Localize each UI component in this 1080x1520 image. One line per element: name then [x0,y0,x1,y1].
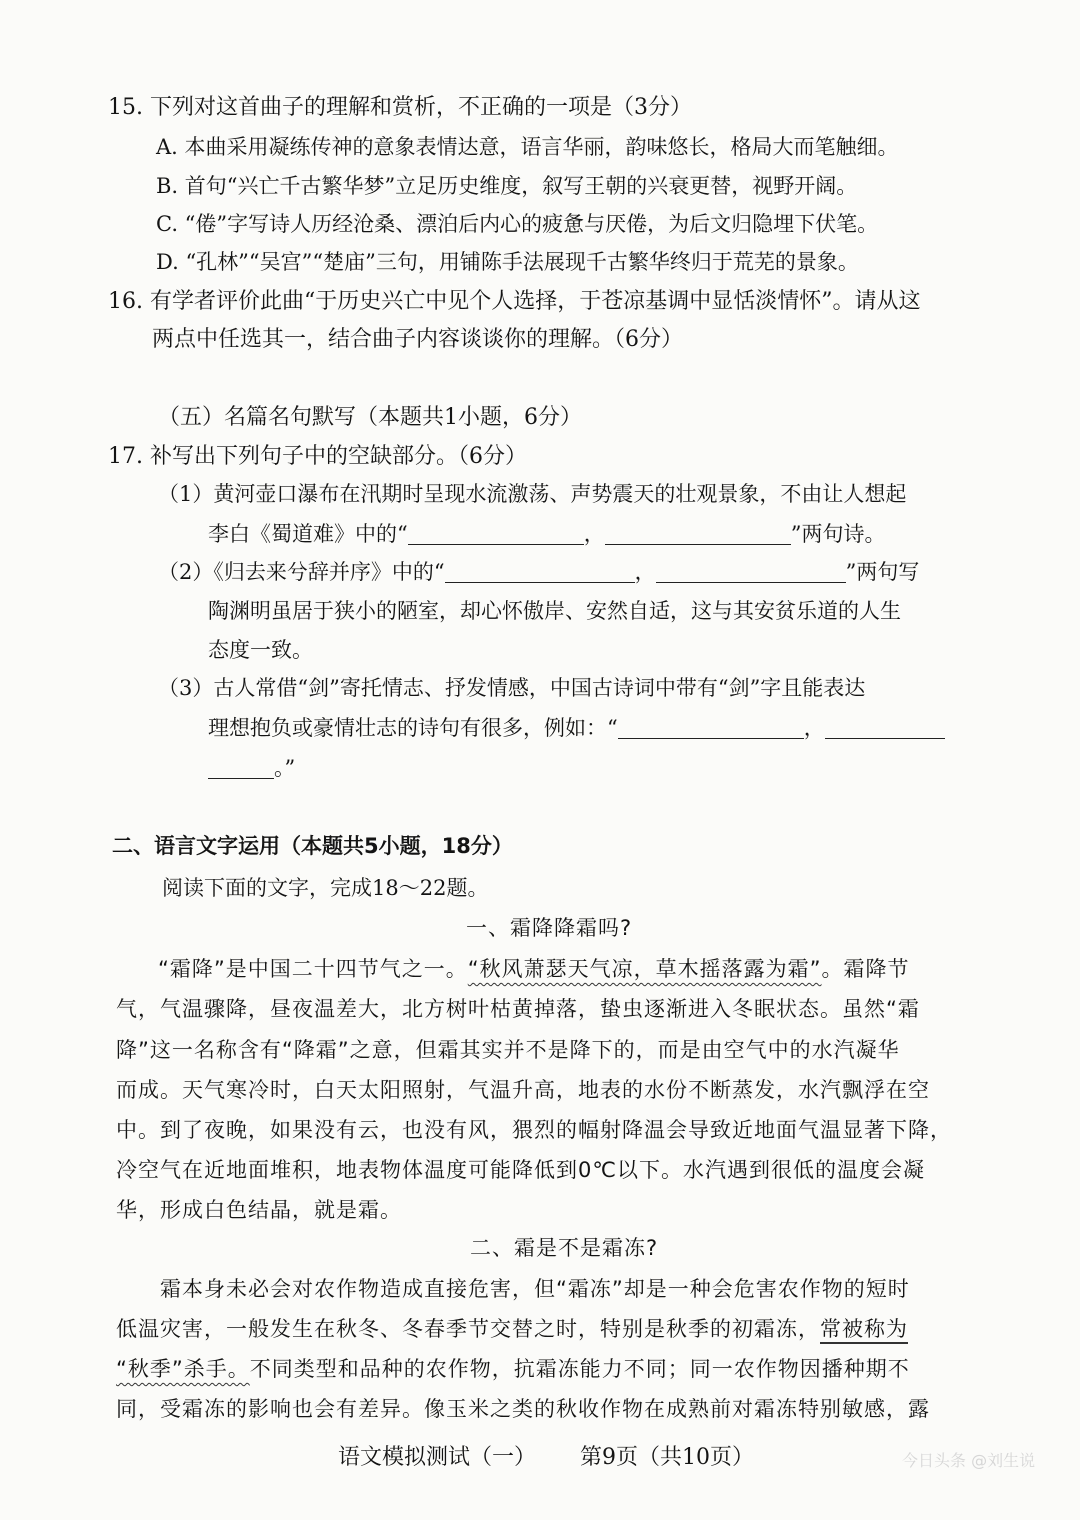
blank-6[interactable] [825,716,945,739]
p2-underlined-2: “秋季”杀手。 [116,1357,250,1381]
blank-3[interactable] [445,560,635,583]
p2-line2-a: 低温灾害，一般发生在秋冬、冬春季节交替之时，特别是秋季的初霜冻， [116,1317,820,1341]
p1-line4: 而成。天气寒冷时，白天太阳照射，气温升高，地表的水份不断蒸发，水汽飘浮在空 [116,1078,930,1102]
p2-line1: 霜本身未必会对农作物造成直接危害，但“霜冻”却是一种会危害农作物的短时 [160,1277,910,1301]
q17-stem: 17. 补写出下列句子中的空缺部分。（6分） [108,444,527,469]
p1-line2: 气，气温骤降，昼夜温差大，北方树叶枯黄掉落，蛰虫逐渐进入冬眠状态。虽然“霜 [116,997,920,1021]
p2-line2 [116,1313,908,1343]
q15-stem: 15. 下列对这首曲子的理解和赏析，不正确的一项是（3分） [108,95,692,120]
p1-quote-underlined: “秋风萧瑟天气凉，草木摇落露为霜” [467,957,822,981]
p2-line4: 同，受霜冻的影响也会有差异。像玉米之类的秋收作物在成熟前对霜冻特别敏感，露 [116,1397,930,1421]
q17-item1-line2 [208,518,886,548]
q17-item3-line3 [208,752,295,782]
q16-line1: 16. 有学者评价此曲“于历史兴亡中见个人选择，于苍凉基调中显恬淡情怀”。请从这 [108,289,921,314]
blank-6-continued[interactable] [208,756,274,779]
q17-item3-line1: （3）古人常借“剑”寄托情志、抒发情感，中国古诗词中带有“剑”字且能表达 [158,676,866,700]
p1-line3: 降”这一名称含有“降霜”之意，但霜其实并不是降下的，而是由空气中的水汽凝华 [116,1038,900,1062]
p1-line5: 中。到了夜晚，如果没有云，也没有风，猥烈的幅射降温会导致近地面气温显著下降， [116,1118,952,1142]
q17-item2-line3: 态度一致。 [208,638,313,662]
q17-comma: ， [583,522,605,546]
watermark: 今日头条 @刘生说 [902,1451,1036,1470]
q17-comma: ， [634,560,656,584]
p1-line1 [158,953,910,983]
q17-item1-suffix: ”两句诗。 [790,522,886,546]
p2-line3-b: 不同类型和品种的农作物，抗霜冻能力不同；同一农作物因播种期不 [249,1357,910,1381]
q17-item3-prefix: 理想抱负或豪情壮志的诗句有很多，例如：“ [208,716,618,740]
section2-instruction: 阅读下面的文字，完成18～22题。 [162,876,489,900]
blank-4[interactable] [656,560,846,583]
q17-item3-line2 [208,712,945,742]
p1-line6: 冷空气在近地面堆积，地表物体温度可能降低到0℃以下。水汽遇到很低的温度会凝 [116,1158,925,1182]
blank-2[interactable] [605,522,791,545]
q17-item2-suffix: ”两句写 [845,560,920,584]
p1-line7: 华，形成白色结晶，就是霜。 [116,1198,402,1222]
q15-option-d: D. “孔林”“吴宫”“楚庙”三句，用铺陈手法展现千古繁华终归于荒芜的景象。 [156,250,859,274]
p2-line3 [116,1353,910,1383]
q17-item2-line2: 陶渊明虽居于狭小的陋室，却心怀傲岸、安然自适，这与其安贫乐道的人生 [208,599,901,623]
q17-item2-prefix: （2）《归去来兮辞并序》中的“ [158,560,445,584]
blank-1[interactable] [408,522,584,545]
footer-page-number: 第9页（共10页） [580,1445,754,1470]
blank-5[interactable] [618,716,804,739]
footer-title: 语文模拟测试（一） [338,1445,537,1470]
q16-line2: 两点中任选其一，结合曲子内容谈谈你的理解。（6分） [152,327,683,352]
q15-option-b: B. 首句“兴亡千古繁华梦”立足历史维度，叙写王朝的兴衰更替，视野开阔。 [156,174,858,198]
p1-line1-a: “霜降”是中国二十四节气之一。 [158,957,468,981]
q17-comma: ， [803,716,825,740]
p1-line1-c: 。霜降节 [821,957,910,981]
part5-heading: （五）名篇名句默写（本题共1小题，6分） [158,405,582,430]
article-subtitle-2: 二、霜是不是霜冻? [470,1236,659,1260]
q17-item3-end: 。” [274,756,296,780]
p2-underlined-1: 常被称为 [820,1317,908,1341]
q15-option-c: C. “倦”字写诗人历经沧桑、漂泊后内心的疲惫与厌倦，为后文归隐埋下伏笔。 [156,212,879,236]
q17-item2-line1 [158,556,919,586]
q17-item1-line1: （1）黄河壶口瀑布在汛期时呈现水流激荡、声势震天的壮观景象，不由让人想起 [158,482,907,506]
q15-option-a: A. 本曲采用凝练传神的意象表情达意，语言华丽，韵味悠长，格局大而笔触细。 [156,135,899,159]
article-subtitle-1: 一、霜降降霜吗? [466,916,633,940]
section2-heading: 二、语言文字运用（本题共5小题，18分） [112,834,513,858]
q17-item1-prefix: 李白《蜀道难》中的“ [208,522,408,546]
